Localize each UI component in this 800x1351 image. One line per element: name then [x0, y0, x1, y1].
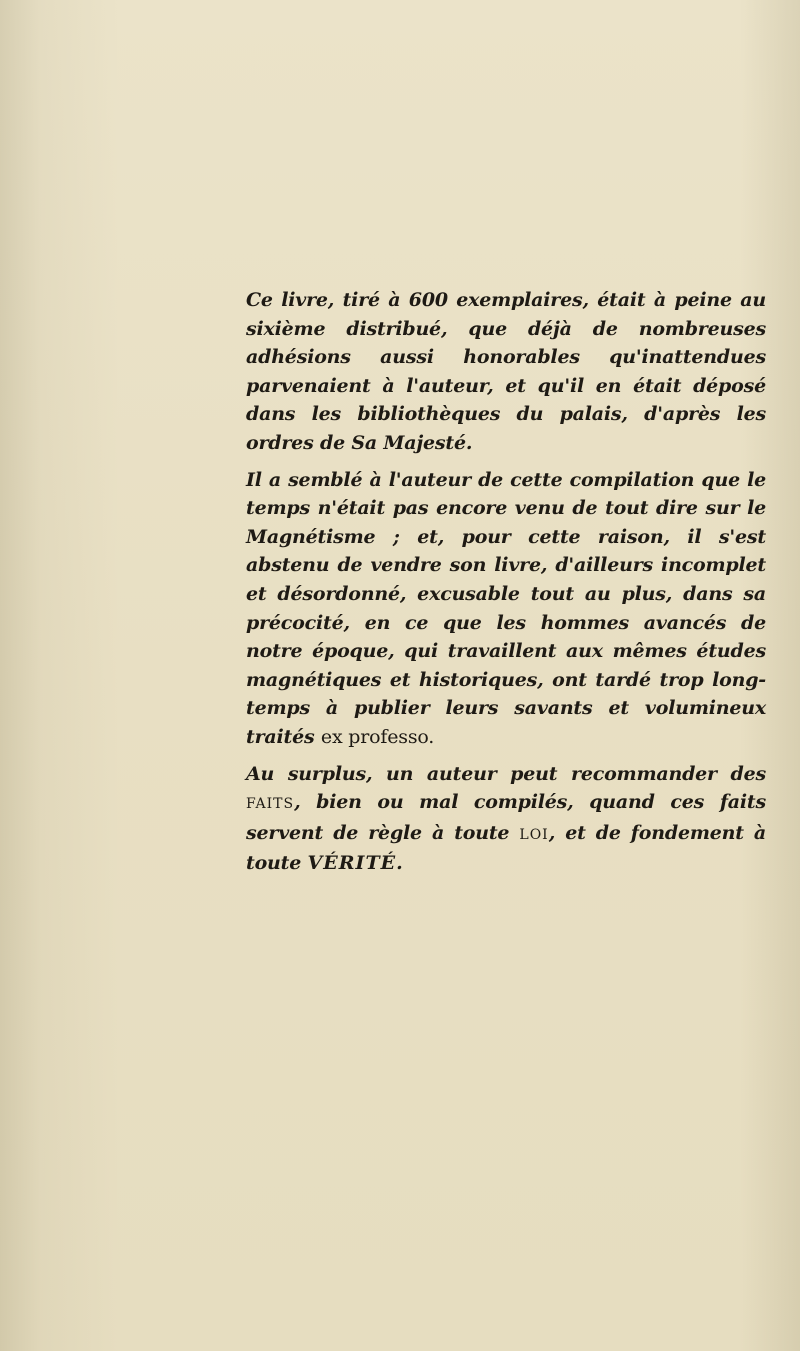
- page-text: [246, 286, 766, 886]
- paragraph-3-text-c: , et de fondement à toute: [246, 821, 767, 875]
- paragraph-3: [246, 760, 766, 878]
- paragraph-1-text: Ce livre, tiré à 600 exemplaires, était à peine au sixième distribué, que déjà de nombreuses adhésions aussi honorables qu'inattendues parvenaient à l'auteur, et qu'il en était déposé dans les bibliothèques du palais, d'après les ordres de Sa Majesté.: [246, 289, 766, 454]
- paragraph-2-latin-phrase: ex professo.: [320, 725, 435, 748]
- paragraph-3-verite: VÉRITÉ.: [307, 852, 404, 875]
- paragraph-1: [246, 286, 766, 458]
- paragraph-2-text: Il a semblé à l'auteur de cette compilation que le temps n'était pas encore venu de tout dire sur le Magnétisme ; et, pour cette raison, il s'est abstenu de vendre son livre, d'ailleurs incomplet et désordonné, excusable tout au plus, dans sa précocité, en ce que les hommes avancés de notre époque, qui travaillent aux mêmes études magnétiques et historiques, ont tardé trop long-temps à publier leurs savants et volumineux traités: [246, 468, 766, 748]
- paragraph-3-loi: LOI: [519, 826, 549, 843]
- paragraph-3-text-a: Au surplus, un auteur peut recommander des: [246, 762, 766, 785]
- paragraph-3-text-b: , bien ou mal compilés, quand ces faits servent de règle à toute: [246, 791, 766, 844]
- paragraph-2: [246, 466, 766, 752]
- paragraph-3-faits: FAITS: [246, 796, 295, 813]
